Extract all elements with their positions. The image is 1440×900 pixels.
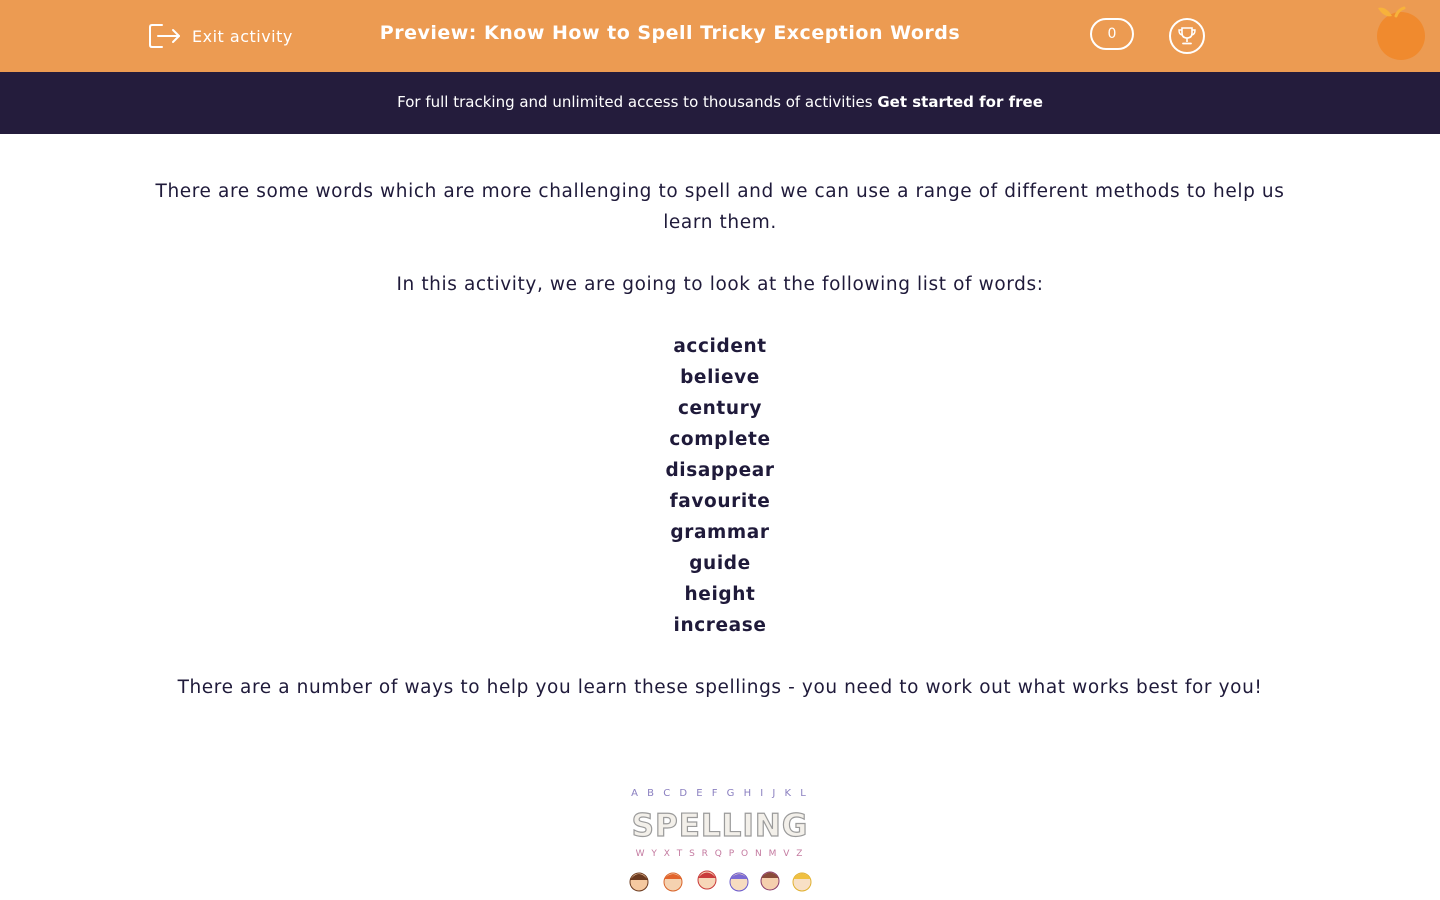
- word-list: [150, 331, 1290, 641]
- exit-activity-button[interactable]: [148, 20, 293, 52]
- intro-paragraph: There are some words which are more challenging to spell and we can use a range of different methods to help us learn them.: [155, 181, 1285, 233]
- word-item: height: [684, 584, 756, 605]
- page-title: Preview: Know How to Spell Tricky Exception Words: [379, 22, 961, 44]
- exit-icon: [148, 21, 182, 51]
- word-item: favourite: [669, 491, 771, 512]
- word-item: accident: [673, 336, 767, 357]
- word-item: guide: [689, 553, 751, 574]
- trophy-button[interactable]: [1169, 18, 1205, 54]
- upgrade-banner: [0, 72, 1440, 134]
- letters-top: A B C D E F G H I J K L: [631, 788, 809, 799]
- top-bar: [0, 0, 1440, 72]
- spelling-illustration: [615, 772, 825, 900]
- trophy-icon: [1177, 26, 1197, 46]
- banner-text: For full tracking and unlimited access to thousands of activities: [397, 93, 873, 111]
- letters-bottom: W Y X T S R Q P O N M V Z: [635, 849, 805, 859]
- orange-logo[interactable]: [1374, 6, 1430, 62]
- outro-paragraph: There are a number of ways to help you learn these spellings - you need to work out what works best for you!: [177, 677, 1263, 698]
- activity-content: [150, 176, 1290, 734]
- exit-activity-label: Exit activity: [192, 26, 293, 46]
- word-item: complete: [669, 429, 771, 450]
- word-item: century: [677, 398, 763, 419]
- get-started-link[interactable]: Get started for free: [877, 93, 1043, 111]
- children-drawing: [630, 871, 811, 891]
- score-badge: 0: [1090, 18, 1134, 50]
- lead-paragraph: In this activity, we are going to look at the following list of words:: [396, 274, 1044, 295]
- word-item: disappear: [665, 460, 775, 481]
- word-item: increase: [673, 615, 767, 636]
- word-item: believe: [680, 367, 760, 388]
- spelling-word: SPELLING: [631, 808, 809, 844]
- word-item: grammar: [670, 522, 770, 543]
